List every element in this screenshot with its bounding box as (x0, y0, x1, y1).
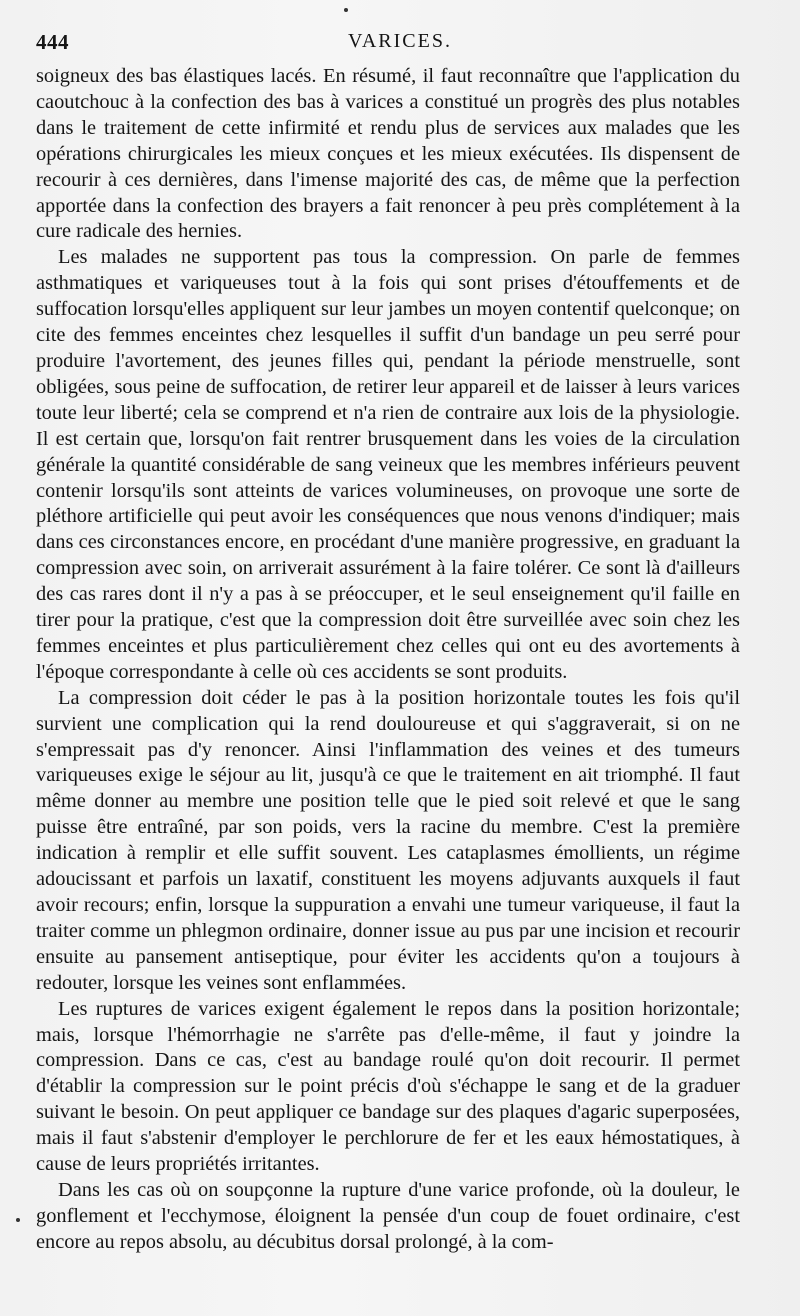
ink-speck (16, 1218, 20, 1222)
paragraph: Les ruptures de varices exigent également le repos dans la position horizontale; mais, lorsque l'hémorrhagie ne s'arrête pas d'elle-même, il faut y joindre la compression. Dans ce cas, c'est au bandage roulé qu'on doit recourir. Il permet d'établir la compression sur le point précis d'où s'échappe le sang et de la graduer suivant le besoin. On peut appliquer ce bandage sur des plaques d'agaric superposées, mais il faut s'abstenir d'employer le perchlorure de fer et les eaux hémostatiques, à cause de leurs propriétés irritantes. (36, 997, 740, 1176)
ink-speck (344, 8, 348, 12)
paragraph: Les malades ne supportent pas tous la compression. On parle de femmes asthmatiques et variqueuses tout à la fois qui sont prises d'étouffements et de suffocation lorsqu'elles appliquent sur leur jambes un moyen contentif quelconque; on cite des femmes enceintes chez lesquelles il suffit d'un bandage un peu serré pour produire l'avortement, des jeunes filles qui, pendant la période menstruelle, sont obligées, sous peine de suffocation, de retirer leur appareil et de laisser à leurs varices toute leur liberté; cela se comprend et n'a rien de contraire aux lois de la physiologie. Il est certain que, lorsqu'on fait rentrer brusquement dans les voies de la circulation générale la quantité considérable de sang veineux que les membres inférieurs peuvent contenir lorsqu'ils sont atteints de varices volumineuses, on provoque une sorte de pléthore artificielle qui peut avoir les conséquences que nous venons d'indiquer; mais dans ces circonstances encore, en procédant d'une manière progressive, en graduant la compression avec soin, on arriverait assurément à la faire tolérer. Ce sont là d'ailleurs des cas rares dont il n'y a pas à se préoccuper, et le seul enseignement qu'il faille en tirer pour la pratique, c'est que la compression doit être surveillée avec soin chez les femmes enceintes et plus particulièrement chez celles qui ont eu des avortements à l'époque correspondante à celle où ces accidents se sont produits. (36, 246, 740, 683)
page-header (36, 30, 764, 62)
page-number: 444 (36, 30, 69, 54)
body-text (36, 64, 740, 1256)
paragraph: La compression doit céder le pas à la position horizontale toutes les fois qu'il survient une complication qui la rend douloureuse et qui s'aggraverait, si on ne s'empressait pas d'y renoncer. Ainsi l'inflammation des veines et des tumeurs variqueuses exige le séjour au lit, jusqu'à ce que le traitement en ait triomphé. Il faut même donner au membre une position telle que le pied soit relevé et que le sang puisse être entraîné, par son poids, vers la racine du membre. C'est la première indication à remplir et elle suffit souvent. Les cataplasmes émollients, un régime adoucissant et parfois un laxatif, constituent les moyens adjuvants auxquels il faut avoir recours; enfin, lorsque la suppuration a envahi une tumeur variqueuse, il faut la traiter comme un phlegmon ordinaire, donner issue au pus par une incision et recourir ensuite au pansement antiseptique, pour éviter les accidents qu'on a toujours à redouter, lorsque les veines sont enflammées. (36, 686, 740, 994)
paragraph: Dans les cas où on soupçonne la rupture d'une varice profonde, où la douleur, le gonflement et l'ecchymose, éloignent la pensée d'un coup de fouet ordinaire, c'est encore au repos absolu, au décubitus dorsal prolongé, à la com- (36, 1178, 740, 1253)
paragraph-continuation: soigneux des bas élastiques lacés. En résumé, il faut reconnaître que l'application du caoutchouc à la confection des bas à varices a constitué un progrès des plus notables dans le traitement de cette infirmité et rendu plus de services aux malades que les opérations chirurgicales les mieux conçues et les mieux exécutées. Ils dispensent de recourir à ces dernières, dans l'imense majorité des cas, de même que la perfection apportée dans la confection des brayers a fait renoncer à peu près complétement à la cure radicale des hernies. (36, 65, 740, 243)
running-title: VARICES. (348, 30, 452, 52)
